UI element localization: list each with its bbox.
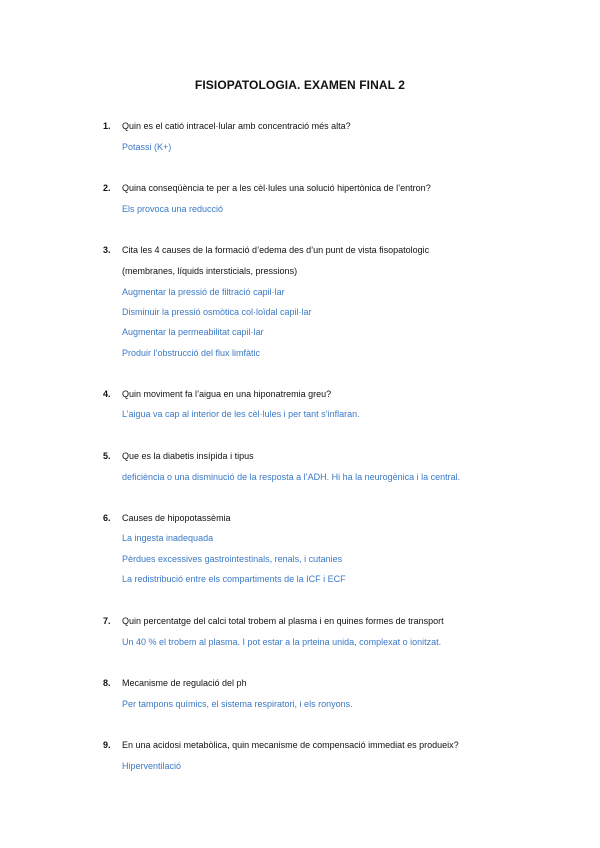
answer-text: L’aigua va cap al interior de les cèl·lules i per tant s’inflaran. [122,409,360,419]
question-text: Quin es el catió intracel·lular amb concentració més alta? [122,121,351,131]
answer-text: La redistribució entre els compartiments de la ICF i ECF [122,574,346,584]
question-number: 9. [103,740,111,750]
question-text: En una acidosi metabòlica, quin mecanisme de compensació immediat es produeix? [122,740,459,750]
answer-text: Pèrdues excessives gastrointestinals, renals, i cutanies [122,554,343,564]
question-text: Cita les 4 causes de la formació d’edema des d’un punt de vista fisopatologic [122,245,430,255]
answer-text: Augmentar la pressió de filtració capil·lar [122,287,285,297]
page-title: FISIOPATOLOGIA. EXAMEN FINAL 2 [194,78,406,92]
answer-text: Disminuir la pressió osmòtica col·loïdal capil·lar [122,307,312,317]
question-text: Quin moviment fa l’aigua en una hiponatremia greu? [122,389,332,399]
answer-text: Els provoca una reducció [122,204,224,214]
answer-text: Augmentar la permeabilitat capil·lar [122,327,264,337]
question-number: 5. [103,451,111,461]
question-number: 6. [103,513,111,523]
question-text-line-2: (membranes, líquids intersticials, pressions) [122,266,298,276]
question-text: Quina conseqüència te per a les cèl·lules una solució hipertònica de l’entron? [122,183,431,193]
answer-text: Per tampons químics, el sistema respiratori, i els ronyons. [122,699,353,709]
question-number: 4. [103,389,111,399]
question-number: 2. [103,183,111,193]
question-number: 1. [103,121,111,131]
question-text: Que es la diabetis insípida i tipus [122,451,254,461]
answer-text: Hiperventilació [122,761,182,771]
answer-text: deficiència o una disminució de la resposta a l’ADH. Hi ha la neurogènica i la central. [122,472,461,482]
question-number: 7. [103,616,111,626]
answer-text: Potassi (K+) [122,142,172,152]
question-text: Mecanisme de regulació del ph [122,678,247,688]
question-text: Causes de hipopotassèmia [122,513,231,523]
answer-text: Un 40 % el trobem al plasma. I pot estar a la prteina unida, complexat o ionitzat. [122,637,442,647]
question-number: 3. [103,245,111,255]
answer-text: La ingesta inadequada [122,533,214,543]
answer-text: Produir l’obstrucció del flux limfàtic [122,348,261,358]
question-number: 8. [103,678,111,688]
question-text: Quin percentatge del calci total trobem al plasma i en quines formes de transport [122,616,444,626]
